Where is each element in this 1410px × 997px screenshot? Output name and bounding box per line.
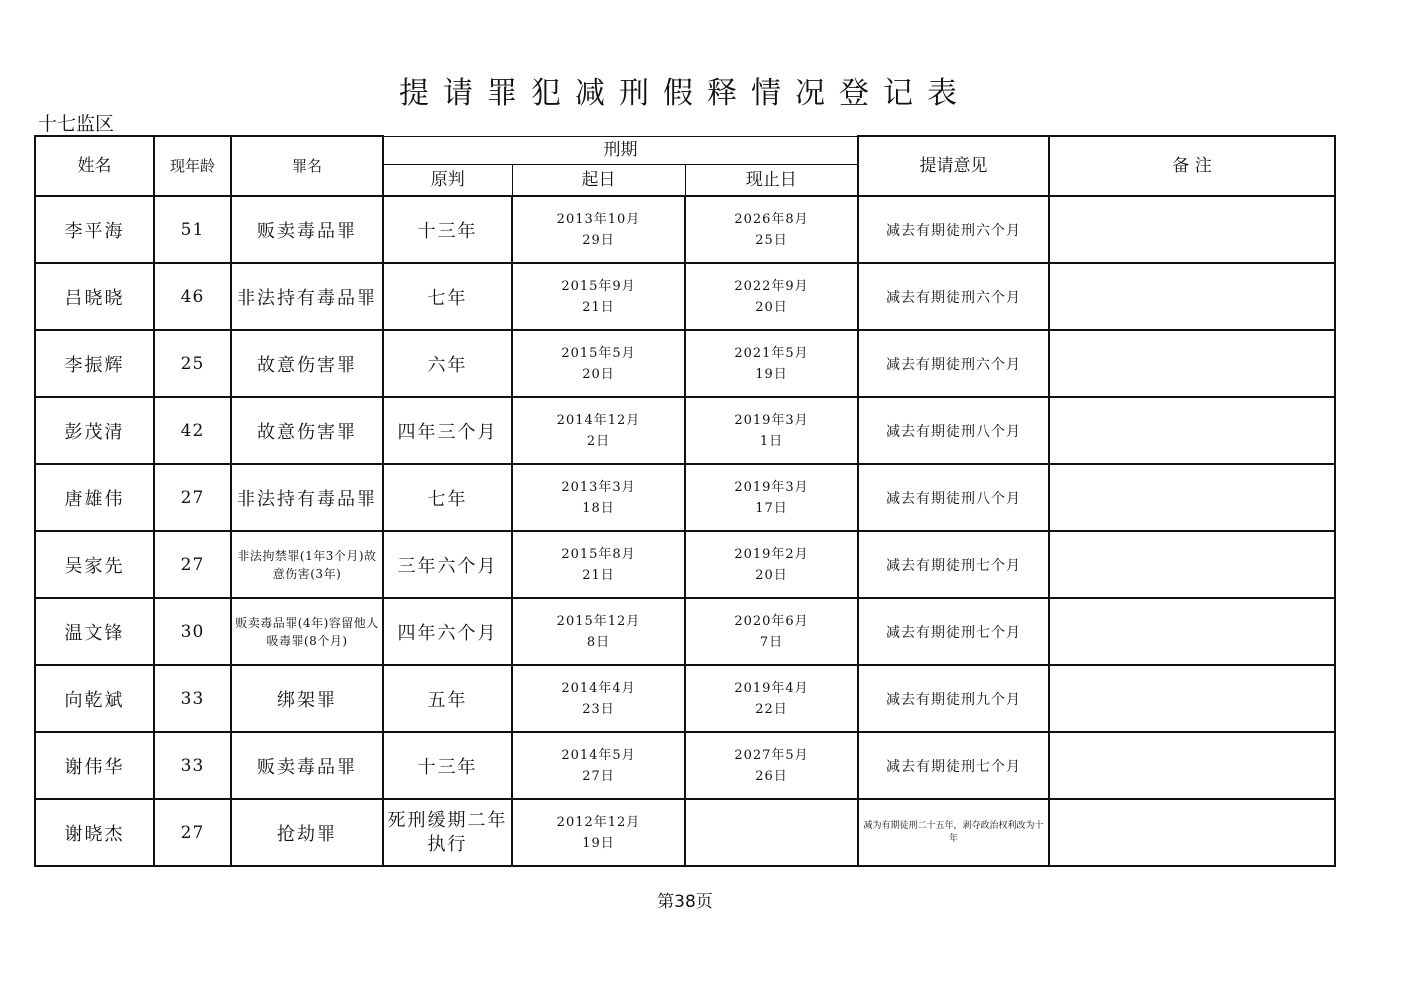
header-remarks: 备 注 [1049, 136, 1335, 196]
start-date-line-2: 21日 [582, 299, 615, 315]
inmate-name: 温文锋 [35, 598, 154, 665]
header-term: 刑期 [383, 136, 858, 164]
original-sentence: 七年 [383, 263, 512, 330]
end-date [685, 531, 858, 598]
end-date-line-2: 1日 [759, 433, 784, 449]
inmate-name: 唐雄伟 [35, 464, 154, 531]
inmate-name: 彭茂清 [35, 397, 154, 464]
end-date [685, 598, 858, 665]
inmate-name: 吴家先 [35, 531, 154, 598]
opinion: 减去有期徒刑六个月 [858, 196, 1049, 263]
start-date-line-2: 18日 [582, 500, 615, 516]
start-date [512, 330, 685, 397]
end-date [685, 196, 858, 263]
crime: 绑架罪 [231, 665, 383, 732]
inmate-name: 李平海 [35, 196, 154, 263]
inmate-age: 46 [154, 263, 231, 330]
header-start-date: 起日 [512, 164, 685, 196]
start-date-line-1: 2014年5月 [561, 747, 636, 763]
opinion: 减去有期徒刑七个月 [858, 598, 1049, 665]
header-original-sentence: 原判 [383, 164, 512, 196]
start-date-line-2: 8日 [586, 634, 611, 650]
start-date-line-1: 2015年9月 [561, 278, 636, 294]
inmate-name: 吕晓晓 [35, 263, 154, 330]
opinion: 减去有期徒刑九个月 [858, 665, 1049, 732]
page-number: 第38页 [657, 892, 713, 912]
end-date-line-1: 2021年5月 [734, 345, 809, 361]
end-date-line-1: 2026年8月 [734, 211, 809, 227]
crime: 贩卖毒品罪(4年)容留他人吸毒罪(8个月) [231, 598, 383, 665]
inmate-age: 42 [154, 397, 231, 464]
end-date-line-1: 2019年4月 [734, 680, 809, 696]
table-row [35, 665, 1335, 732]
start-date [512, 598, 685, 665]
remarks [1049, 464, 1335, 531]
start-date [512, 397, 685, 464]
header-opinion: 提请意见 [858, 136, 1049, 196]
start-date [512, 263, 685, 330]
start-date-line-1: 2015年8月 [561, 546, 636, 562]
crime: 抢劫罪 [231, 799, 383, 866]
start-date-line-1: 2015年5月 [561, 345, 636, 361]
inmate-age: 25 [154, 330, 231, 397]
inmate-age: 33 [154, 665, 231, 732]
end-date [685, 397, 858, 464]
original-sentence: 死刑缓期二年执行 [383, 799, 512, 866]
original-sentence: 十三年 [383, 732, 512, 799]
opinion: 减为有期徒刑二十五年，剥夺政治权利改为十年 [858, 799, 1049, 866]
crime: 故意伤害罪 [231, 330, 383, 397]
end-date-line-1: 2019年3月 [734, 479, 809, 495]
crime: 非法持有毒品罪 [231, 464, 383, 531]
opinion: 减去有期徒刑六个月 [858, 330, 1049, 397]
opinion: 减去有期徒刑七个月 [858, 732, 1049, 799]
end-date [685, 799, 858, 866]
start-date-line-1: 2013年10月 [556, 211, 641, 227]
end-date-line-2: 20日 [755, 567, 788, 583]
inmate-name: 谢晓杰 [35, 799, 154, 866]
remarks [1049, 397, 1335, 464]
start-date [512, 531, 685, 598]
start-date-line-1: 2013年3月 [561, 479, 636, 495]
end-date-line-2: 7日 [759, 634, 784, 650]
remarks [1049, 598, 1335, 665]
crime: 故意伤害罪 [231, 397, 383, 464]
original-sentence: 三年六个月 [383, 531, 512, 598]
opinion: 减去有期徒刑八个月 [858, 464, 1049, 531]
end-date-line-2: 17日 [755, 500, 788, 516]
start-date [512, 665, 685, 732]
start-date-line-2: 19日 [582, 835, 615, 851]
start-date-line-2: 2日 [586, 433, 611, 449]
crime: 贩卖毒品罪 [231, 196, 383, 263]
end-date-line-2: 22日 [755, 701, 788, 717]
table-row [35, 397, 1335, 464]
start-date [512, 196, 685, 263]
end-date [685, 263, 858, 330]
table-row [35, 330, 1335, 397]
inmate-age: 33 [154, 732, 231, 799]
inmate-name: 李振辉 [35, 330, 154, 397]
remarks [1049, 330, 1335, 397]
start-date-line-2: 27日 [582, 768, 615, 784]
end-date-line-2: 20日 [755, 299, 788, 315]
start-date [512, 464, 685, 531]
table-row [35, 598, 1335, 665]
end-date [685, 665, 858, 732]
header-name: 姓名 [35, 136, 154, 196]
start-date [512, 799, 685, 866]
remarks [1049, 196, 1335, 263]
remarks [1049, 263, 1335, 330]
remarks [1049, 732, 1335, 799]
inmate-name: 向乾斌 [35, 665, 154, 732]
registration-table [34, 135, 1336, 867]
end-date [685, 330, 858, 397]
opinion: 减去有期徒刑六个月 [858, 263, 1049, 330]
start-date-line-1: 2015年12月 [556, 613, 641, 629]
crime: 贩卖毒品罪 [231, 732, 383, 799]
end-date [685, 464, 858, 531]
header-end-date: 现止日 [685, 164, 858, 196]
inmate-age: 27 [154, 531, 231, 598]
table-row [35, 196, 1335, 263]
start-date-line-1: 2014年12月 [556, 412, 641, 428]
start-date-line-2: 29日 [582, 232, 615, 248]
original-sentence: 七年 [383, 464, 512, 531]
inmate-age: 27 [154, 799, 231, 866]
inmate-age: 27 [154, 464, 231, 531]
table-row [35, 799, 1335, 866]
inmate-age: 51 [154, 196, 231, 263]
original-sentence: 十三年 [383, 196, 512, 263]
remarks [1049, 799, 1335, 866]
end-date-line-1: 2019年3月 [734, 412, 809, 428]
end-date [685, 732, 858, 799]
end-date-line-2: 19日 [755, 366, 788, 382]
crime: 非法拘禁罪(1年3个月)故意伤害(3年) [231, 531, 383, 598]
prison-unit-label: 十七监区 [38, 113, 115, 135]
remarks [1049, 531, 1335, 598]
table-row [35, 464, 1335, 531]
original-sentence: 五年 [383, 665, 512, 732]
original-sentence: 四年六个月 [383, 598, 512, 665]
start-date [512, 732, 685, 799]
inmate-name: 谢伟华 [35, 732, 154, 799]
end-date-line-1: 2019年2月 [734, 546, 809, 562]
header-age: 现年龄 [154, 136, 231, 196]
form-title: 提请罪犯减刑假释情况登记表 [399, 76, 971, 111]
opinion: 减去有期徒刑八个月 [858, 397, 1049, 464]
end-date-line-1: 2020年6月 [734, 613, 809, 629]
inmate-age: 30 [154, 598, 231, 665]
original-sentence: 四年三个月 [383, 397, 512, 464]
end-date-line-1: 2027年5月 [734, 747, 809, 763]
table-row [35, 531, 1335, 598]
start-date-line-1: 2012年12月 [556, 814, 641, 830]
start-date-line-1: 2014年4月 [561, 680, 636, 696]
end-date-line-1: 2022年9月 [734, 278, 809, 294]
end-date-line-2: 26日 [755, 768, 788, 784]
start-date-line-2: 20日 [582, 366, 615, 382]
remarks [1049, 665, 1335, 732]
start-date-line-2: 23日 [582, 701, 615, 717]
start-date-line-2: 21日 [582, 567, 615, 583]
opinion: 减去有期徒刑七个月 [858, 531, 1049, 598]
header-crime: 罪名 [231, 136, 383, 196]
end-date-line-2: 25日 [755, 232, 788, 248]
table-row [35, 732, 1335, 799]
original-sentence: 六年 [383, 330, 512, 397]
table-row [35, 263, 1335, 330]
crime: 非法持有毒品罪 [231, 263, 383, 330]
